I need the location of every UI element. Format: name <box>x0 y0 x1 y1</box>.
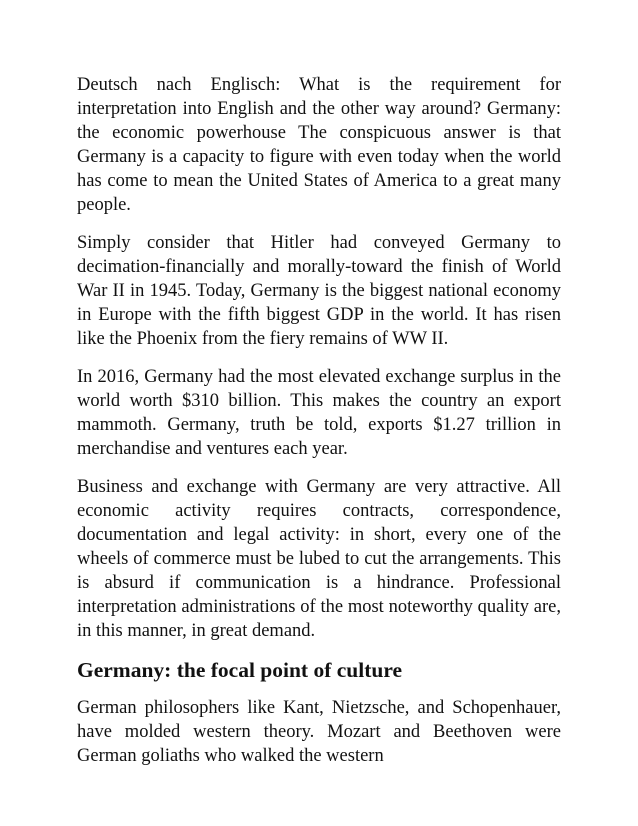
paragraph-history: Simply consider that Hitler had conveyed Germany to decimation-financially and morally-toward the finish of World War II in 1945. Today, Germany is the biggest national economy in Europe with the fifth biggest GDP in the world. It has risen like the Phoenix from the fiery remains of WW II. <box>77 233 561 349</box>
section-heading-culture: Germany: the focal point of culture <box>77 658 403 682</box>
paragraph-culture: German philosophers like Kant, Nietzsche, and Schopenhauer, have molded western theory. Mozart and Beethoven were German goliaths who walked the western <box>77 698 561 766</box>
document-page <box>77 73 561 782</box>
paragraph-intro: Deutsch nach Englisch: What is the requirement for interpretation into English and the other way around? Germany: the economic powerhouse The conspicuous answer is that Germany is a capacity to figure with even today when the world has come to mean the United States of America to a great many people. <box>77 75 561 215</box>
paragraph-business: Business and exchange with Germany are very attractive. All economic activity requires contracts, correspondence, documentation and legal activity: in short, every one of the wheels of commerce must be lubed to cut the arrangements. This is absurd if communication is a hindrance. Professional interpretation administrations of the most noteworthy quality are, in this manner, in great demand. <box>77 477 561 641</box>
paragraph-export: In 2016, Germany had the most elevated exchange surplus in the world worth $310 billion. This makes the country an export mammoth. Germany, truth be told, exports $1.27 trillion in merchandise and ventures each year. <box>77 367 561 459</box>
